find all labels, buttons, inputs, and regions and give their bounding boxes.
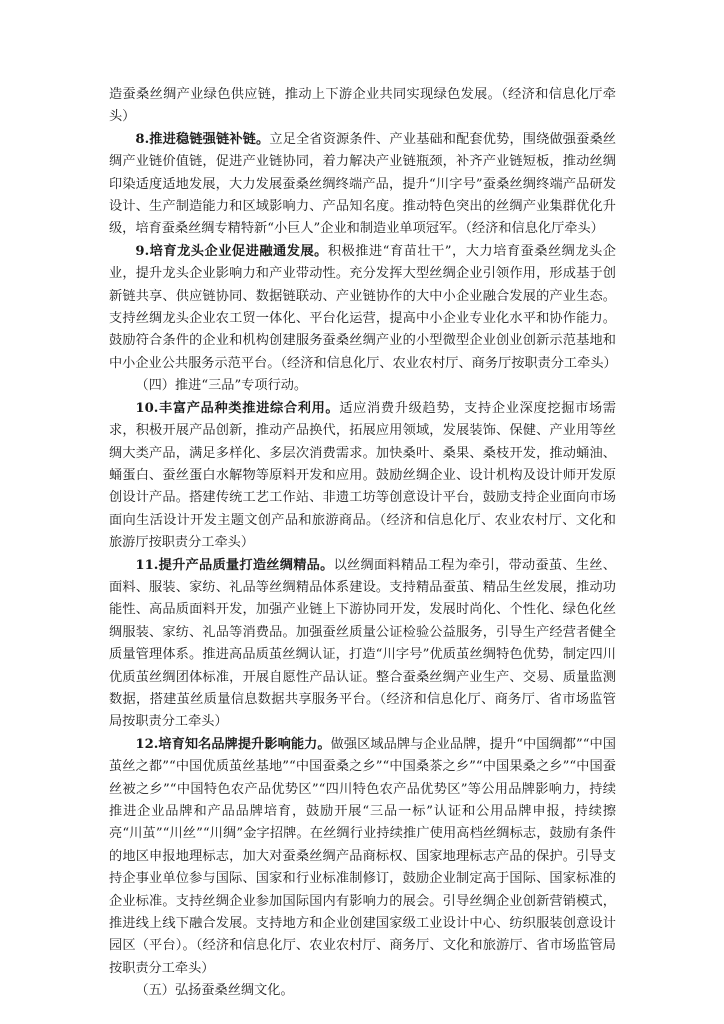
item-9-body: 积极推进“育苗壮干”，大力培育蚕桑丝绸龙头企业，提升龙头企业影响力和产业带动性。充分发挥大型丝绸企业引领作用，形成基于创新链共享、供应链协同、数据链联动、产业链协作的大中小企业融合发展的产业生态。支持丝绸龙头企业农工贸一体化、平台化运营，提高中小企业专业化水平和协作能力。鼓励符合条件的企业和机构创建服务蚕桑丝绸产业的小型微型企业创业创新示范基地和中小企业公共服务示范平台。（经济和信息化厅、农业农村厅、商务厅按职责分工牵头） <box>109 243 617 371</box>
section-heading-text: （五）弘扬蚕桑丝绸文化。 <box>135 983 294 999</box>
item-12-lead: 12.培育知名品牌提升影响能力。 <box>135 736 331 752</box>
item-8-body: 立足全省资源条件、产业基础和配套优势，围绕做强蚕桑丝绸产业链价值链，促进产业链协同，着力解决产业链瓶颈，补齐产业链短板，推动丝绸印染适度适地发展，大力发展蚕桑丝绸终端产品，提升“川字号”蚕桑丝绸终端产品研发设计、生产制造能力和区域影响力、产品知名度。推动特色突出的丝绸产业集群优化升级，培育蚕桑丝绸专精特新“小巨人”企业和制造业单项冠军。（经济和信息化厅牵头） <box>109 131 616 237</box>
item-12-body: 做强区域品牌与企业品牌，提升“中国绸都”“中国茧丝之都”“中国优质茧丝基地”“中国蚕桑之乡”“中国桑茶之乡”“中国果桑之乡”“中国蚕丝被之乡”“中国特色农产品优势区”“四川特色农产品优势区”等公用品牌影响力，持续推进企业品牌和产品品牌培育，鼓励开展“三品一标”认证和公用品牌申报，持续擦亮“川茧”“川丝”“川绸”金字招牌。在丝绸行业持续推广使用高档丝绸标志，鼓励有条件的地区申报地理标志，加大对蚕桑丝绸产品商标权、国家地理标志产品的保护。引导支持企事业单位参与国际、国家和行业标准制修订，鼓励企业制定高于国际、国家标准的企业标准。支持丝绸企业参加国际国内有影响力的展会。引导丝绸企业创新营销模式，推进线上线下融合发展。支持地方和企业创建国家级工业设计中心、纺织服装创意设计园区（平台）。（经济和信息化厅、农业农村厅、商务厅、文化和旅游厅、省市场监管局按职责分工牵头） <box>109 736 616 976</box>
item-9-lead: 9.培育龙头企业促进融通发展。 <box>135 243 328 259</box>
paragraph-item-11 <box>109 555 616 734</box>
section-heading-four <box>109 375 616 397</box>
paragraph-item-10 <box>109 398 616 555</box>
item-8-lead: 8.推进稳链强链补链。 <box>135 131 270 147</box>
section-heading-five <box>109 980 616 1002</box>
paragraph-item-12 <box>109 734 616 980</box>
item-11-lead: 11.提升产品质量打造丝绸精品。 <box>135 557 334 573</box>
paragraph-item-8 <box>109 129 616 241</box>
paragraph-continuation-green-supply-chain <box>109 84 616 129</box>
item-10-body: 适应消费升级趋势，支持企业深度挖掘市场需求，积极开展产品创新，推动产品换代，拓展应用领域，发展装饰、保健、产业用等丝绸大类产品，满足多样化、多层次消费需求。加快桑叶、桑果、桑枝开发，推动蛹油、蛹蛋白、蚕丝蛋白水解物等原料开发和应用。鼓励丝绸企业、设计机构及设计师开发原创设计产品。搭建传统工艺工作站、非遗工坊等创意设计平台，鼓励支持企业面向市场面向生活设计开发主题文创产品和旅游商品。（经济和信息化厅、农业农村厅、文化和旅游厅按职责分工牵头） <box>109 400 616 551</box>
section-heading-text: （四）推进“三品”专项行动。 <box>135 378 308 394</box>
item-10-lead: 10.丰富产品种类推进综合利用。 <box>135 400 340 416</box>
paragraph-item-9 <box>109 241 616 375</box>
paragraph-body: 造蚕桑丝绸产业绿色供应链，推动上下游企业共同实现绿色发展。（经济和信息化厅牵头） <box>109 87 616 125</box>
item-11-body: 以丝绸面料精品工程为牵引，带动蚕茧、生丝、面料、服装、家纺、礼品等丝绸精品体系建设。支持精品蚕茧、精品生丝发展，推动功能性、高品质面料开发，加强产业链上下游协同开发，发展时尚化、个性化、绿色化丝绸服装、家纺、礼品等消费品。加强蚕丝质量公证检验公益服务，引导生产经营者健全质量管理体系。推进高品质茧丝绸认证，打造“川字号”优质茧丝绸特色优势，制定四川优质茧丝绸团体标准，开展自愿性产品认证。整合蚕桑丝绸产业生产、交易、质量监测数据，搭建茧丝质量信息数据共享服务平台。（经济和信息化厅、商务厅、省市场监管局按职责分工牵头） <box>109 557 616 730</box>
